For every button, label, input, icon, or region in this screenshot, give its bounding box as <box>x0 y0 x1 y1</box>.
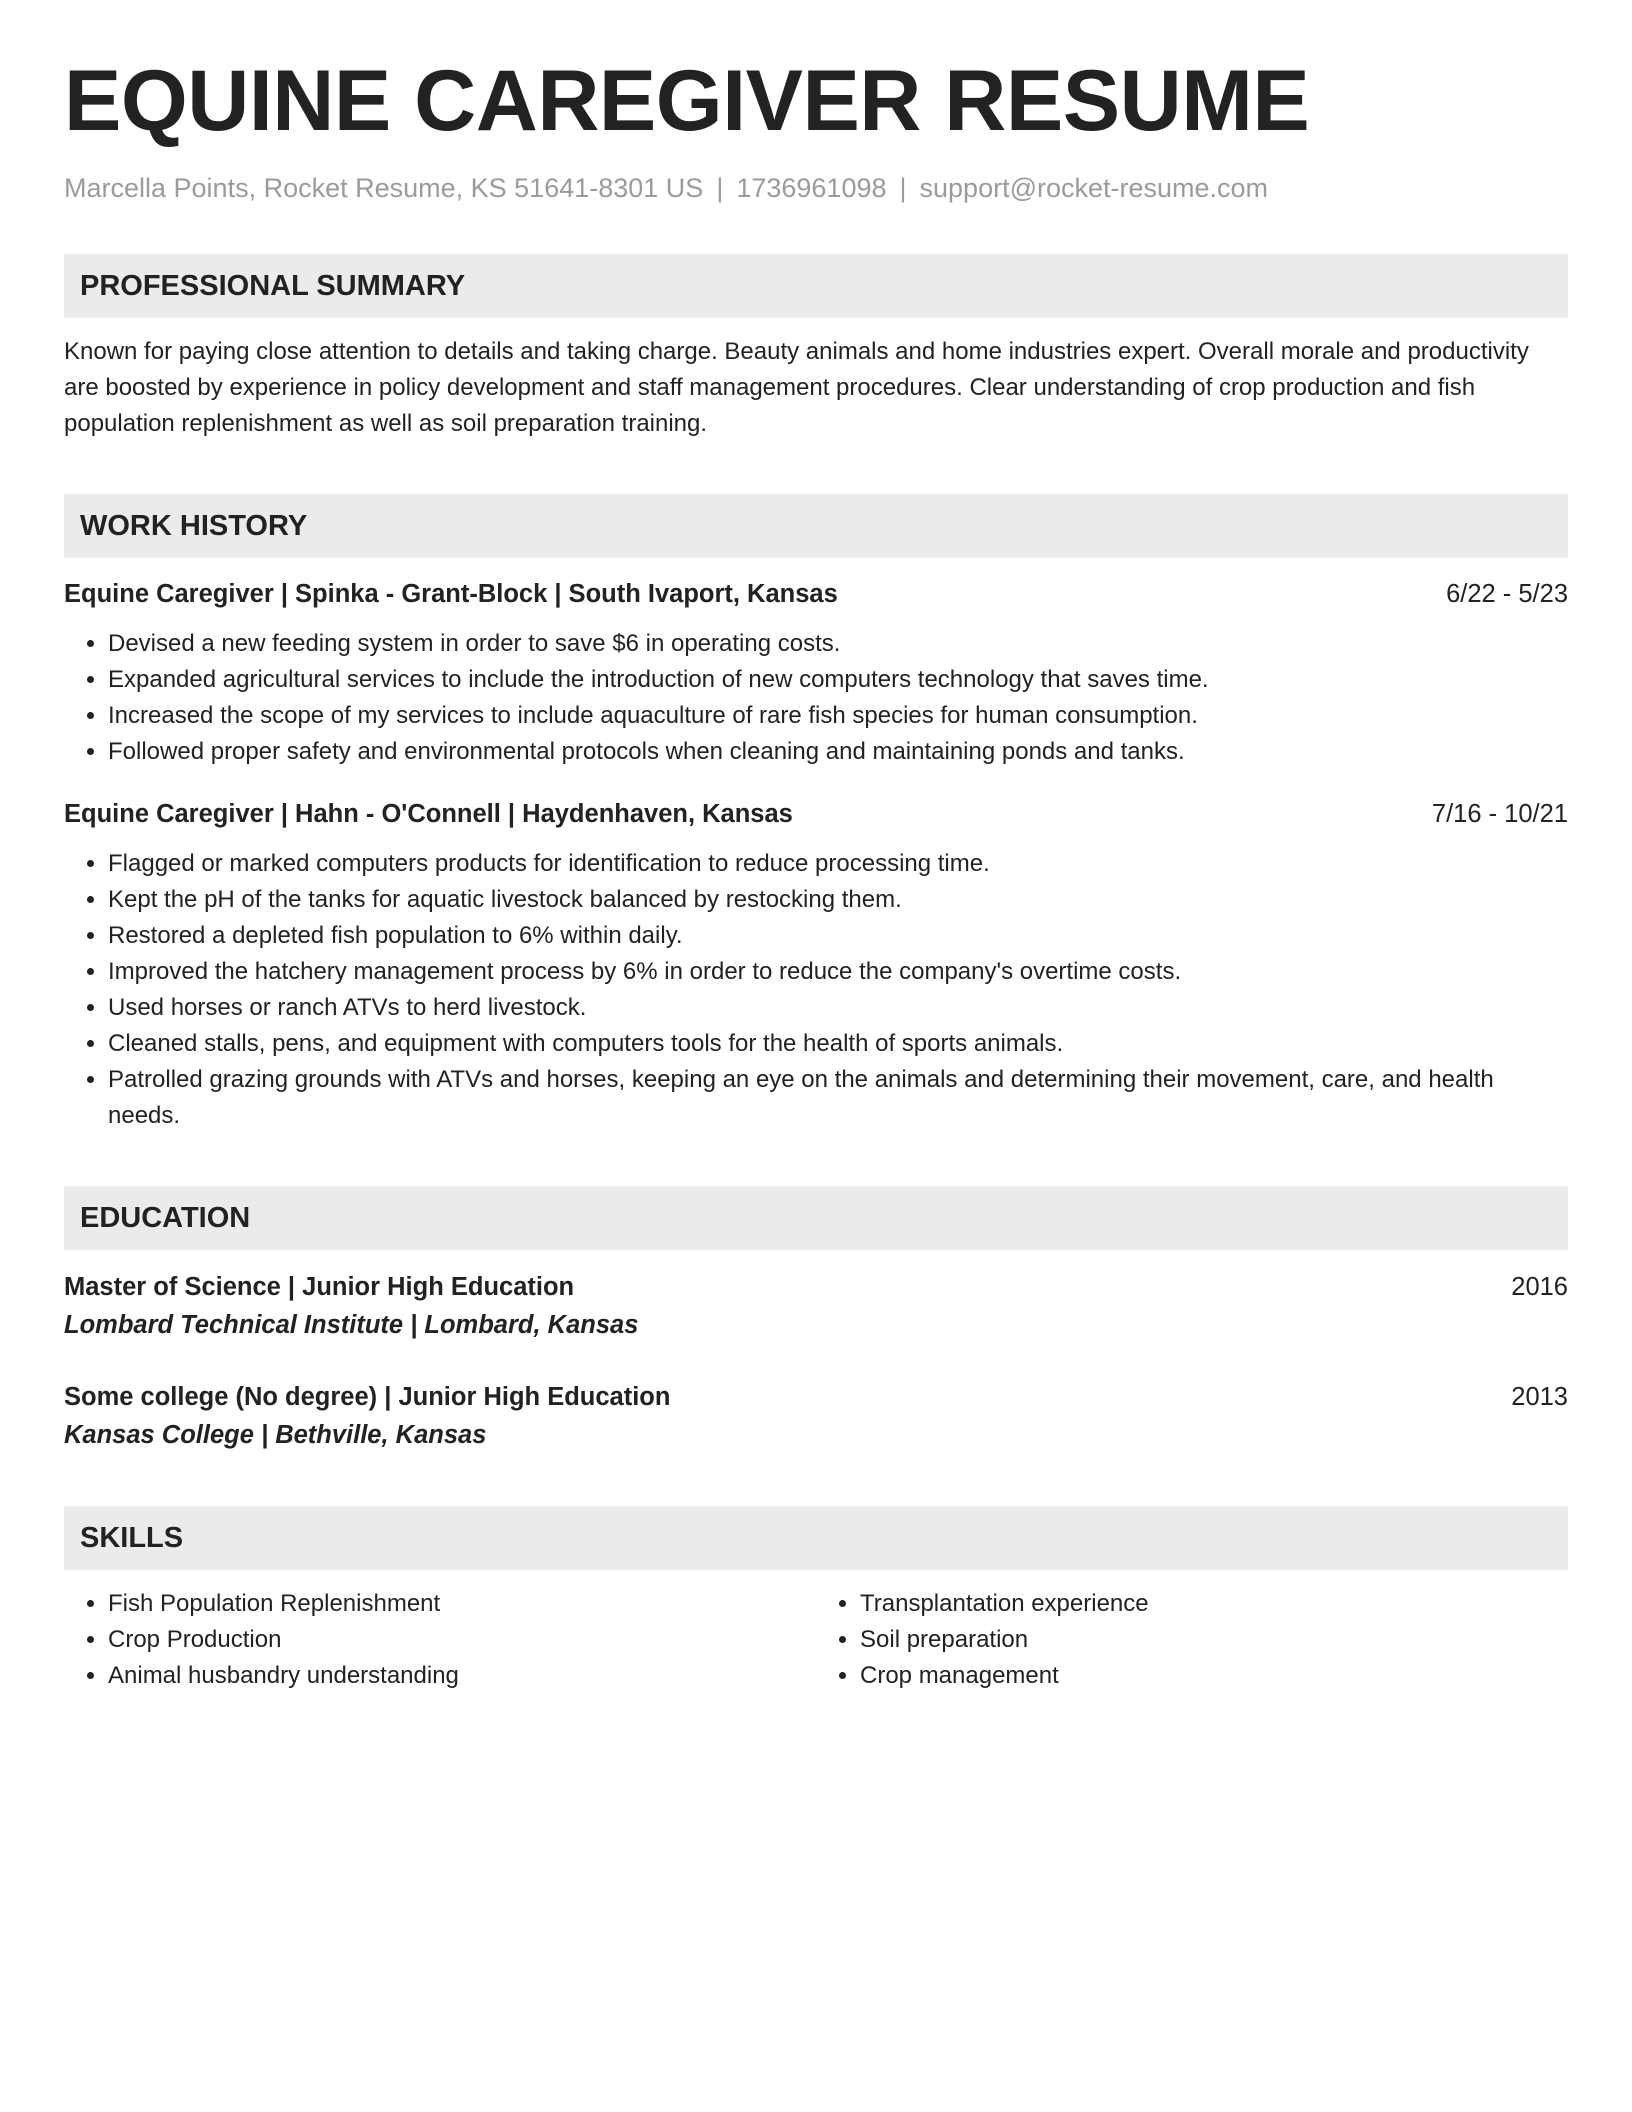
job-bullet: • Used horses or ranch ATVs to herd livestock. <box>108 990 1568 1026</box>
job-bullets <box>64 846 1568 1134</box>
contact-separator: | <box>716 173 724 203</box>
job-entry <box>64 796 1568 1134</box>
skills-list <box>64 1586 1568 1694</box>
section-heading-summary: PROFESSIONAL SUMMARY <box>64 254 1568 318</box>
skill-item: • Soil preparation <box>860 1622 1568 1658</box>
job-bullet: • Patrolled grazing grounds with ATVs and horses, keeping an eye on the animals and determining their movement, care, and health needs. <box>108 1062 1568 1134</box>
education-school: Kansas College | Bethville, Kansas <box>64 1421 487 1450</box>
resume-page <box>64 53 1568 1694</box>
skills-column-left <box>64 1586 816 1694</box>
job-title: Equine Caregiver | Spinka - Grant-Block | South Ivaport, Kansas <box>64 580 838 609</box>
education-entry <box>64 1378 1568 1454</box>
job-dates: 7/16 - 10/21 <box>1431 800 1568 829</box>
summary-text: Known for paying close attention to details and taking charge. Beauty animals and home industries expert. Overall morale and productivity are boosted by experience in policy development and staff management procedures. Clear understanding of crop production and fish population replenishment as well as soil preparation training. <box>64 338 1529 438</box>
education-year: 2013 <box>1511 1383 1568 1412</box>
job-bullet: • Expanded agricultural services to include the introduction of new computers technology that saves time. <box>108 662 1568 698</box>
education-degree: Master of Science | Junior High Education <box>64 1273 575 1302</box>
job-title: Equine Caregiver | Hahn - O'Connell | Haydenhaven, Kansas <box>64 800 793 829</box>
job-bullet: • Increased the scope of my services to include aquaculture of rare fish species for human consumption. <box>108 698 1568 734</box>
contact-line <box>64 172 1568 204</box>
job-bullet: • Cleaned stalls, pens, and equipment with computers tools for the health of sports animals. <box>108 1026 1568 1062</box>
education-header <box>64 1268 1568 1306</box>
skills-column-right <box>816 1586 1568 1694</box>
job-bullets <box>64 626 1568 770</box>
job-bullet: • Flagged or marked computers products for identification to reduce processing time. <box>108 846 1568 882</box>
section-heading-skills: SKILLS <box>64 1506 1568 1570</box>
resume-title: EQUINE CAREGIVER RESUME <box>64 53 1310 149</box>
contact-separator: | <box>899 173 907 203</box>
education-school: Lombard Technical Institute | Lombard, Kansas <box>64 1311 639 1340</box>
education-year: 2016 <box>1511 1273 1568 1302</box>
skill-item: • Crop Production <box>108 1622 816 1658</box>
skill-item: • Fish Population Replenishment <box>108 1586 816 1622</box>
contact-address: Marcella Points, Rocket Resume, KS 51641-8301 US <box>64 173 704 203</box>
skill-item: • Crop management <box>860 1658 1568 1694</box>
contact-email: support@rocket-resume.com <box>919 173 1269 203</box>
education-entry <box>64 1268 1568 1344</box>
job-bullet: • Improved the hatchery management process by 6% in order to reduce the company's overtime costs. <box>108 954 1568 990</box>
section-heading-education: EDUCATION <box>64 1186 1568 1250</box>
education-header <box>64 1378 1568 1416</box>
job-bullet: • Restored a depleted fish population to 6% within daily. <box>108 918 1568 954</box>
job-header <box>64 796 1568 832</box>
job-bullet: • Followed proper safety and environmental protocols when cleaning and maintaining ponds and tanks. <box>108 734 1568 770</box>
skill-item: • Animal husbandry understanding <box>108 1658 816 1694</box>
section-heading-work: WORK HISTORY <box>64 494 1568 558</box>
skill-item: • Transplantation experience <box>860 1586 1568 1622</box>
job-bullet: • Kept the pH of the tanks for aquatic livestock balanced by restocking them. <box>108 882 1568 918</box>
job-header <box>64 576 1568 612</box>
job-dates: 6/22 - 5/23 <box>1446 580 1568 609</box>
contact-phone: 1736961098 <box>736 173 887 203</box>
job-entry <box>64 576 1568 770</box>
job-bullet: • Devised a new feeding system in order to save $6 in operating costs. <box>108 626 1568 662</box>
education-degree: Some college (No degree) | Junior High Education <box>64 1383 671 1412</box>
